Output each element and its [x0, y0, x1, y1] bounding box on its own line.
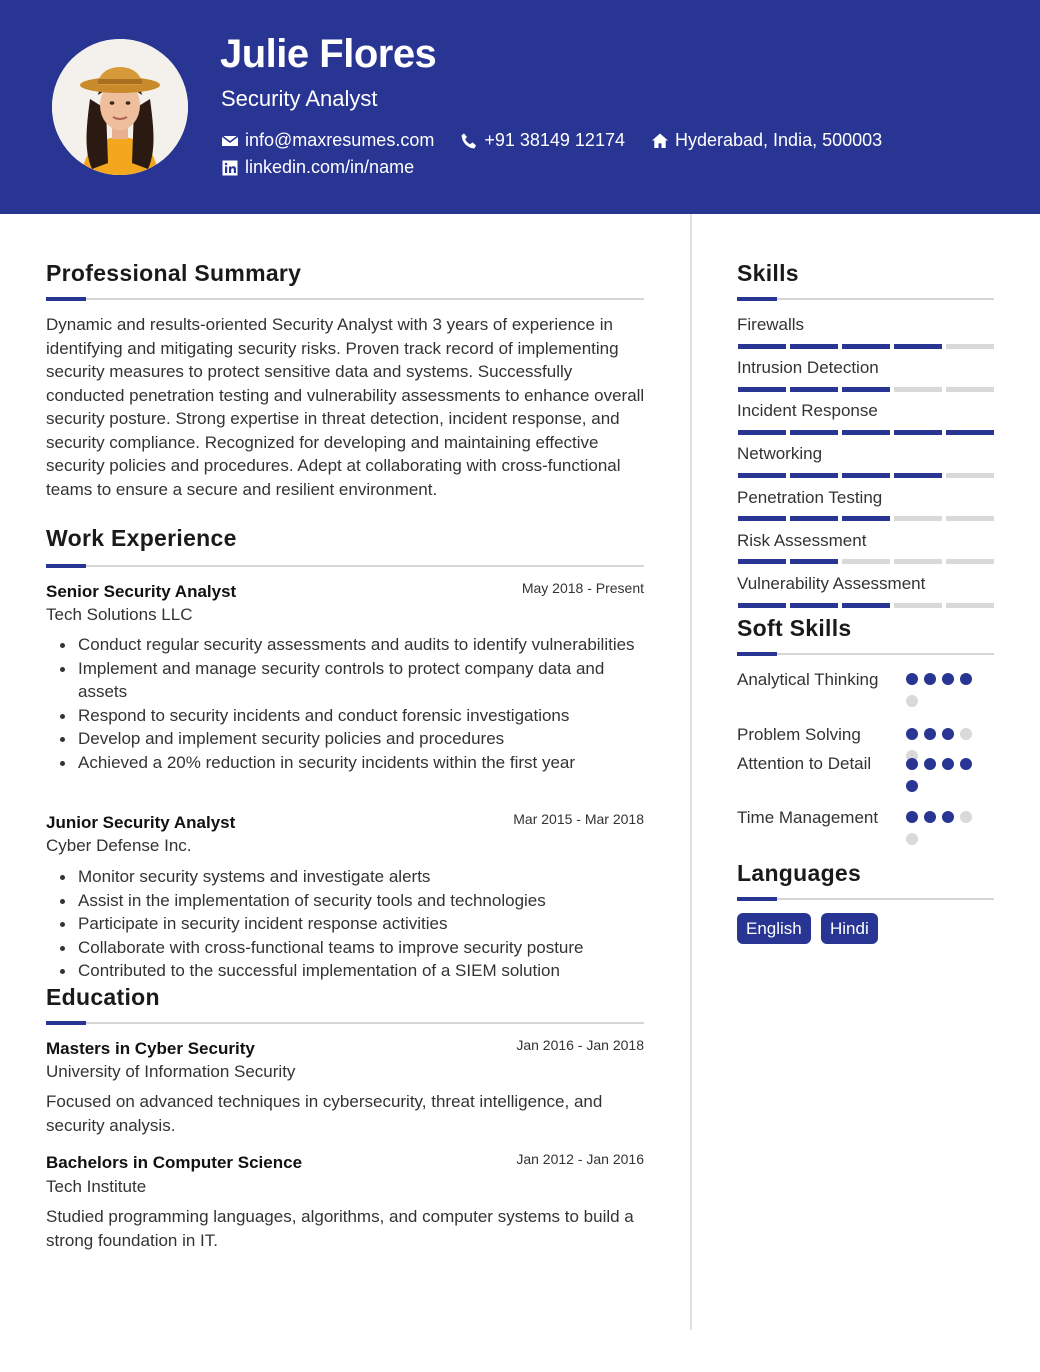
skill-level-segment: [842, 603, 890, 608]
skill-level-segment: [842, 559, 890, 564]
rating-dot: [924, 811, 936, 823]
skill-level-bar: [738, 473, 994, 478]
skill-level-segment: [738, 559, 786, 564]
school-name: University of Information Security: [46, 1062, 296, 1081]
skill-level-segment: [894, 603, 942, 608]
languages-underline: [737, 898, 994, 900]
list-item: Conduct regular security assessments and audits to identify vulnerabilities: [46, 633, 646, 657]
skill-level-segment: [738, 387, 786, 392]
language-badge: Hindi: [821, 913, 878, 944]
skill-level-segment: [790, 430, 838, 435]
skill-level-segment: [946, 387, 994, 392]
skill-level-segment: [790, 603, 838, 608]
experience-underline: [46, 565, 644, 567]
rating-dot: [924, 673, 936, 685]
skill-level-segment: [738, 603, 786, 608]
list-item: Collaborate with cross-functional teams to improve security posture: [46, 936, 646, 960]
education-description: Focused on advanced techniques in cybersecurity, threat intelligence, and security analysis.: [46, 1092, 603, 1135]
rating-dot: [960, 673, 972, 685]
skill-level-segment: [842, 516, 890, 521]
degree-title: Masters in Cyber Security: [46, 1039, 255, 1058]
soft-skills-heading: Soft Skills: [737, 615, 852, 641]
email-text: info@maxresumes.com: [245, 130, 435, 150]
languages-heading: Languages: [737, 860, 862, 886]
soft-skills-underline: [737, 653, 994, 655]
skill-level-segment: [894, 559, 942, 564]
list-item: Assist in the implementation of security tools and technologies: [46, 889, 646, 913]
skill-level-segment: [738, 344, 786, 349]
skill-level-segment: [738, 430, 786, 435]
summary-text: Dynamic and results-oriented Security Analyst with 3 years of experience in identifying and mitigating security risks. Proven track record of implementing security measures to protect sensitive data and systems. Successfully conducted penetration testing and vulnerability assessments to enhance overall security posture. Strong expertise in threat detection, incident response, and security compliance. Recognized for developing and maintaining effective security policies and procedures. Adept at collaborating with cross-functional teams to ensure a secure and resilient environment.: [46, 315, 645, 499]
job-dates: May 2018 - Present: [521, 580, 644, 596]
linkedin-icon: [221, 159, 239, 177]
contact-location: [651, 130, 882, 151]
skill-level-bar: [738, 387, 994, 392]
soft-skill-rating: [906, 673, 981, 707]
skill-level-segment: [738, 473, 786, 478]
education-underline: [46, 1022, 644, 1024]
list-item: Achieved a 20% reduction in security incidents within the first year: [46, 751, 646, 775]
soft-skill-name: Attention to Detail: [737, 754, 872, 773]
summary-heading: Professional Summary: [46, 260, 302, 286]
skills-underline: [737, 298, 994, 300]
job-company: Cyber Defense Inc.: [46, 836, 192, 855]
skill-name: Risk Assessment: [737, 531, 867, 550]
skill-level-bar: [738, 344, 994, 349]
rating-dot: [942, 728, 954, 740]
education-heading: Education: [46, 984, 160, 1010]
skill-level-segment: [894, 344, 942, 349]
skill-name: Vulnerability Assessment: [737, 574, 926, 593]
skill-name: Penetration Testing: [737, 488, 883, 507]
profile-photo: [52, 39, 188, 175]
rating-dot: [924, 758, 936, 770]
skill-level-segment: [790, 387, 838, 392]
skill-level-segment: [790, 473, 838, 478]
list-item: Monitor security systems and investigate alerts: [46, 865, 646, 889]
list-item: Participate in security incident response activities: [46, 912, 646, 936]
skill-name: Intrusion Detection: [737, 358, 879, 377]
soft-skill-rating: [906, 758, 981, 792]
rating-dot: [906, 758, 918, 770]
skill-level-segment: [894, 516, 942, 521]
education-dates: Jan 2016 - Jan 2018: [516, 1037, 644, 1053]
rating-dot: [942, 811, 954, 823]
rating-dot: [906, 833, 918, 845]
skill-level-segment: [842, 387, 890, 392]
home-icon: [651, 132, 669, 150]
rating-dot: [924, 728, 936, 740]
candidate-name: Julie Flores: [220, 32, 437, 76]
rating-dot: [960, 758, 972, 770]
skills-heading: Skills: [737, 260, 799, 286]
location-text: Hyderabad, India, 500003: [674, 130, 883, 150]
phone-text: +91 38149 12174: [484, 130, 625, 150]
soft-skill-rating: [906, 728, 981, 762]
job-bullets: [46, 633, 646, 774]
rating-dot: [906, 673, 918, 685]
skill-level-bar: [738, 559, 994, 564]
contact-linkedin[interactable]: [221, 157, 414, 178]
skill-level-segment: [790, 516, 838, 521]
soft-skill-name: Time Management: [737, 808, 879, 827]
job-dates: Mar 2015 - Mar 2018: [513, 811, 644, 827]
list-item: Respond to security incidents and conduct forensic investigations: [46, 704, 646, 728]
rating-dot: [906, 780, 918, 792]
job-title: Junior Security Analyst: [46, 813, 236, 832]
rating-dot: [906, 695, 918, 707]
skill-level-segment: [946, 559, 994, 564]
skill-name: Incident Response: [737, 401, 878, 420]
skill-level-segment: [842, 430, 890, 435]
skill-level-segment: [738, 516, 786, 521]
education-description: Studied programming languages, algorithms, and computer systems to build a strong foundation in IT.: [46, 1207, 634, 1250]
job-title: Senior Security Analyst: [46, 582, 237, 601]
list-item: Develop and implement security policies and procedures: [46, 727, 646, 751]
list-item: Implement and manage security controls to protect company data and assets: [46, 657, 646, 704]
job-bullets: [46, 865, 646, 983]
summary-underline: [46, 298, 644, 300]
skill-level-segment: [946, 516, 994, 521]
rating-dot: [906, 811, 918, 823]
experience-heading: Work Experience: [46, 525, 237, 551]
soft-skill-name: Analytical Thinking: [737, 670, 879, 689]
skill-level-segment: [842, 473, 890, 478]
skill-level-segment: [894, 430, 942, 435]
rating-dot: [960, 728, 972, 740]
skill-level-segment: [946, 603, 994, 608]
degree-title: Bachelors in Computer Science: [46, 1153, 303, 1172]
skill-level-segment: [842, 344, 890, 349]
skill-level-segment: [790, 559, 838, 564]
contact-row: [221, 130, 882, 151]
skill-level-bar: [738, 516, 994, 521]
skill-name: Networking: [737, 444, 823, 463]
resume-header: [0, 0, 1040, 214]
skill-level-segment: [946, 344, 994, 349]
education-dates: Jan 2012 - Jan 2016: [516, 1151, 644, 1167]
column-divider: [690, 214, 692, 1330]
soft-skill-rating: [906, 811, 981, 845]
skill-level-segment: [894, 387, 942, 392]
envelope-icon: [221, 132, 239, 150]
soft-skill-name: Problem Solving: [737, 725, 861, 744]
school-name: Tech Institute: [46, 1177, 147, 1196]
rating-dot: [942, 758, 954, 770]
skill-level-segment: [946, 430, 994, 435]
rating-dot: [942, 673, 954, 685]
language-badge: English: [737, 913, 811, 944]
rating-dot: [960, 811, 972, 823]
skill-level-bar: [738, 430, 994, 435]
skill-level-segment: [946, 473, 994, 478]
candidate-role: Security Analyst: [221, 86, 378, 111]
skill-level-segment: [790, 344, 838, 349]
skill-level-segment: [894, 473, 942, 478]
contact-row-2: [221, 157, 414, 178]
rating-dot: [906, 728, 918, 740]
contact-email[interactable]: [221, 130, 434, 151]
contact-phone[interactable]: [460, 130, 625, 151]
skill-level-bar: [738, 603, 994, 608]
linkedin-text: linkedin.com/in/name: [245, 157, 415, 177]
skill-name: Firewalls: [737, 315, 805, 334]
job-company: Tech Solutions LLC: [46, 605, 193, 624]
phone-icon: [460, 132, 478, 150]
list-item: Contributed to the successful implementation of a SIEM solution: [46, 959, 646, 983]
